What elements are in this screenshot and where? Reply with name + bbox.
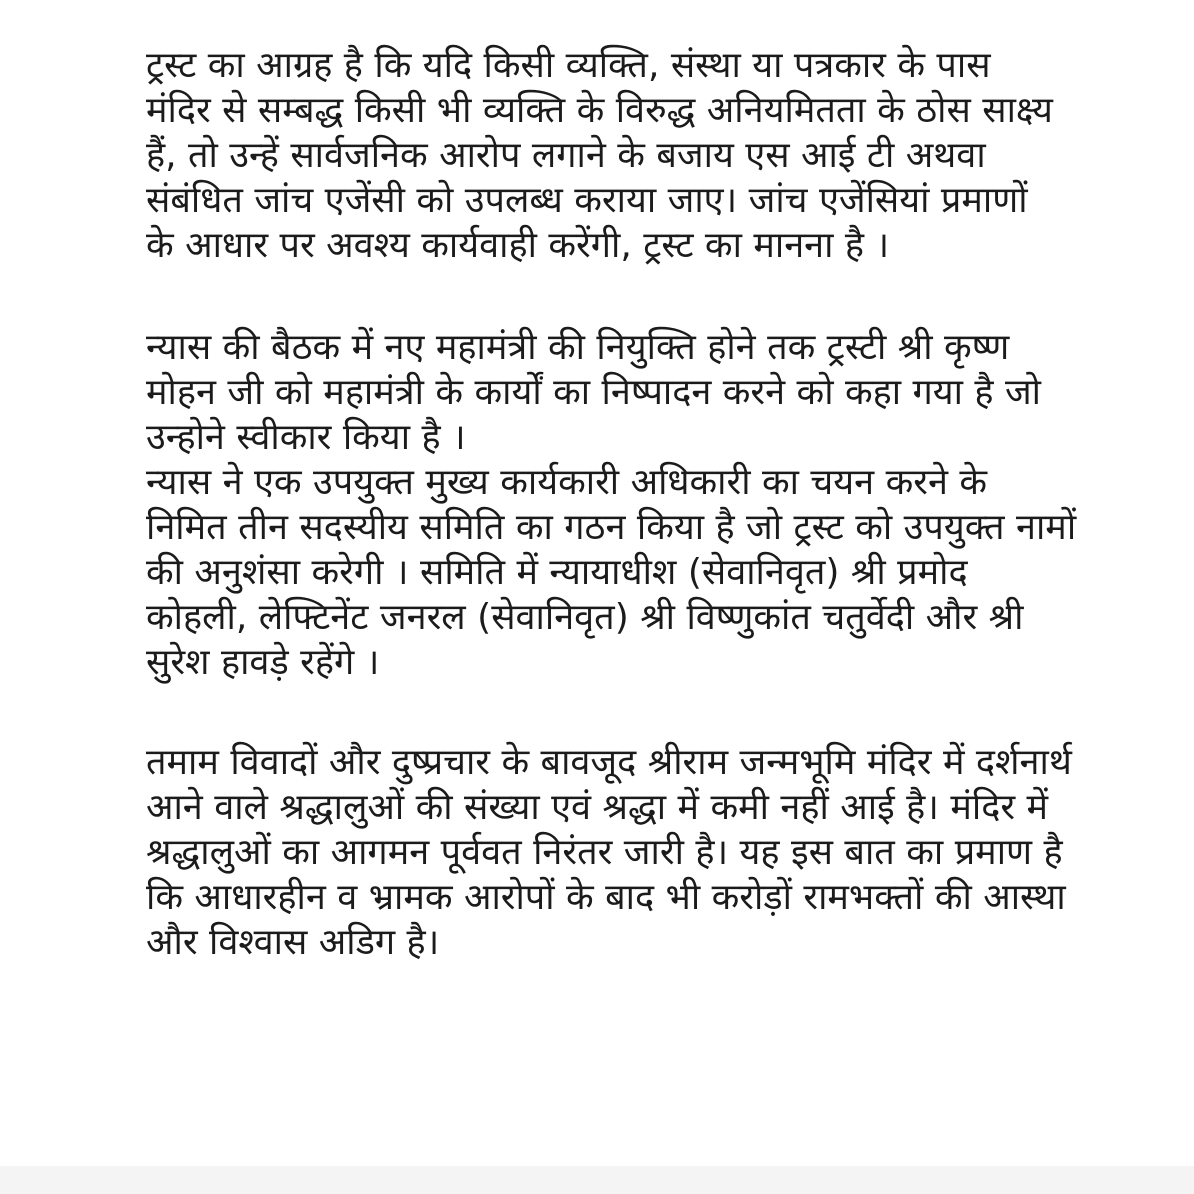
- text-line: आने वाले श्रद्धालुओं की संख्या एवं श्रद्धा में कमी नहीं आई है। मंदिर में: [146, 787, 1049, 828]
- paragraph-devotees-faith: [146, 740, 1156, 965]
- text-line: की अनुशंसा करेगी । समिति में न्यायाधीश (सेवानिवृत) श्री प्रमोद: [146, 552, 968, 593]
- text-line: सुरेश हावड़े रहेंगे ।: [146, 642, 380, 683]
- text-line: मंदिर से सम्बद्ध किसी भी व्यक्ति के विरुद्ध अनियमितता के ठोस साक्ष्य: [146, 90, 1053, 131]
- text-line: कोहली, लेफ्टिनेंट जनरल (सेवानिवृत) श्री विष्णुकांत चतुर्वेदी और श्री: [146, 597, 1024, 638]
- text-line: कि आधारहीन व भ्रामक आरोपों के बाद भी करोड़ों रामभक्तों की आस्था: [146, 877, 1066, 918]
- text-line: के आधार पर अवश्य कार्यवाही करेंगी, ट्रस्ट का मानना है ।: [146, 225, 890, 266]
- page-bottom-edge: [0, 1166, 1194, 1194]
- paragraph-trust-meeting: [146, 325, 1156, 685]
- text-line: न्यास ने एक उपयुक्त मुख्य कार्यकारी अधिकारी का चयन करने के: [146, 462, 988, 503]
- text-line: न्यास की बैठक में नए महामंत्री की नियुक्ति होने तक ट्रस्टी श्री कृष्ण: [146, 327, 1010, 368]
- text-line: संबंधित जांच एजेंसी को उपलब्ध कराया जाए। जांच एजेंसियां प्रमाणों: [146, 180, 1028, 221]
- paragraph-trust-appeal: [146, 43, 1156, 268]
- text-line: उन्होने स्वीकार किया है ।: [146, 417, 466, 458]
- text-line: हैं, तो उन्हें सार्वजनिक आरोप लगाने के बजाय एस आई टी अथवा: [146, 135, 986, 176]
- text-line: श्रद्धालुओं का आगमन पूर्ववत निरंतर जारी है। यह इस बात का प्रमाण है: [146, 832, 1063, 873]
- text-line: ट्रस्ट का आग्रह है कि यदि किसी व्यक्ति, संस्था या पत्रकार के पास: [146, 45, 991, 86]
- text-line: निमित तीन सदस्यीय समिति का गठन किया है जो ट्रस्ट को उपयुक्त नामों: [146, 507, 1077, 548]
- text-line: और विश्वास अडिग है।: [146, 922, 440, 963]
- text-line: तमाम विवादों और दुष्प्रचार के बावजूद श्रीराम जन्मभूमि मंदिर में दर्शनार्थ: [146, 742, 1072, 783]
- text-line: मोहन जी को महामंत्री के कार्यों का निष्पादन करने को कहा गया है जो: [146, 372, 1042, 413]
